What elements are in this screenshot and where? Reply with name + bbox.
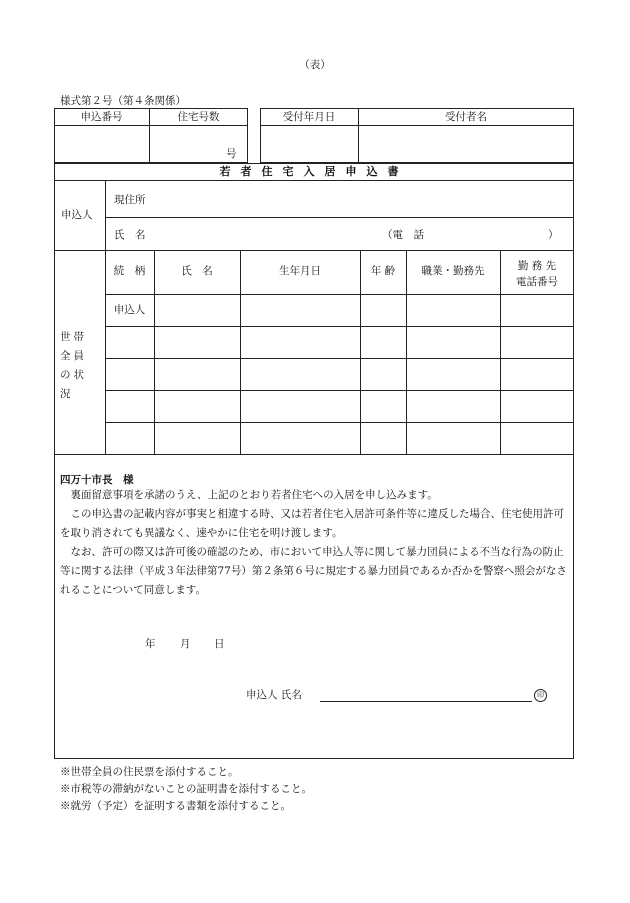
col-work-phone: 勤 務 先 電話番号 (516, 260, 558, 288)
date-month: 月 (180, 638, 191, 650)
signature-line[interactable] (320, 701, 532, 702)
application-number-label: 申込番号 (80, 111, 123, 123)
phone-label-open: （電 話 (382, 229, 424, 241)
col-relation: 続 柄 (113, 265, 146, 277)
seal-icon: 印 (534, 689, 547, 702)
received-date-label: 受付年月日 (282, 111, 336, 123)
household-label-text: 世帯全員の状況 (60, 331, 87, 400)
phone-label-close: ） (548, 229, 559, 241)
notes-list (60, 764, 312, 815)
note-2: ※市税等の滞納がないことの証明書を添付すること。 (60, 783, 312, 795)
receiver-name-label: 受付者名 (445, 111, 487, 123)
row1-relation: 申込人 (113, 304, 146, 316)
col-age: 年 齢 (370, 265, 396, 277)
housing-number-label: 住宅号数 (177, 111, 220, 123)
housing-unit-suffix: 号 (226, 148, 237, 160)
page-side-label: （表） (299, 59, 331, 71)
current-address-label: 現住所 (114, 194, 146, 206)
col-birthdate: 生年月日 (279, 265, 321, 277)
addressee: 四万十市長 様 (60, 474, 134, 486)
statement-paragraph-2: この申込書の記載内容が事実と相違する時、又は若者住宅入居許可条件等に違反した場合、住宅使用許可を取り消されても異議なく、速やかに住宅を明け渡します。 (60, 508, 564, 539)
applicant-label: 申込人 (61, 209, 93, 221)
note-3: ※就労（予定）を証明する書類を添付すること。 (60, 800, 291, 812)
signature-label: 申込人 氏名 (246, 689, 302, 701)
date-year: 年 (145, 638, 156, 650)
statement-paragraph-3: なお、許可の際又は許可後の確認のため、市において申込人等に関して暴力団員による不当な行為の防止等に関する法律（平成３年法律第77号）第２条第６号に規定する暴力団員であるか否かを警察へ照会がなされることについて同意します。 (60, 546, 567, 596)
col-occupation: 職業・勤務先 (421, 265, 485, 277)
form-number: 様式第２号（第４条関係） (60, 95, 186, 107)
main-form-box (54, 163, 574, 759)
col-name: 氏 名 (181, 265, 213, 277)
statement-paragraphs (60, 486, 572, 600)
note-1: ※世帯全員の住民票を添付すること。 (60, 766, 239, 778)
statement-paragraph-1: 裏面留意事項を承諾のうえ、上記のとおり若者住宅への入居を申し込みます。 (70, 489, 438, 501)
form-title: 若者住宅入居申込書 (219, 165, 409, 178)
household-label (60, 328, 104, 404)
applicant-name-label: 氏 名 (114, 229, 146, 241)
date-day: 日 (214, 638, 225, 650)
